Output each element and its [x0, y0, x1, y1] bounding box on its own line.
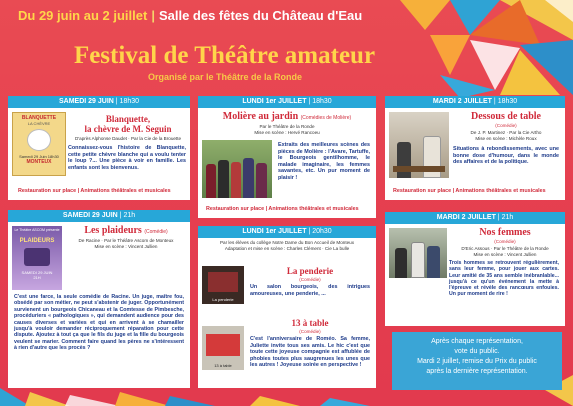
poster-plaideurs: Le Théâtre ASCOM présente PLAIDEURS SAMEDI 29 JUIN 21H	[12, 226, 62, 290]
festival-title: Festival de Théâtre amateur	[73, 42, 376, 69]
play-description: Connaissez-vous l'histoire de Blanquette, cette petite chèvre blanche qui a voulu tenter le loup ?... Une pièce à voir en famille. Les enfants sont les bienvenus.	[68, 145, 186, 171]
card-dessous	[385, 96, 565, 200]
play-description-penderie: Un salon bourgeois, des intrigues amoureuses, une penderie, ...	[250, 284, 370, 297]
card-femmes	[385, 212, 565, 326]
card-footer: Restauration sur place | Animations théâtrales et musicales	[18, 188, 171, 194]
poster-penderie: La penderie	[202, 266, 244, 304]
photo-femmes	[389, 228, 447, 278]
play-title-13-a-table: 13 à table	[291, 318, 329, 328]
card-header: MARDI 2 JUILLET | 18h30	[385, 96, 565, 108]
play-credits: Par les élèves du collège Notre Dame du Bon Accueil de Monteux Adaptation et mise en scène : Charles Clément · Cie La bulle	[219, 240, 355, 251]
play-description: Trois hommes se retrouvent régulièrement, sans leur femme, pour jouer aux cartes. Leur amitié de 35 ans semble inébranlable... jusqu'à ce qu'un événement la mette à l'épreuve et révèle des rancœurs enfouies. Un pur moment de rire !	[449, 260, 559, 298]
card-header: MARDI 2 JUILLET | 21h	[385, 212, 565, 224]
event-venue: Salle des fêtes du Château d'Eau	[158, 8, 363, 23]
play-credits: D'après Alphonse Daudet · Par la Cie de la Brouette	[74, 136, 182, 141]
card-header: SAMEDI 29 JUIN | 18h30	[8, 96, 190, 108]
info-box-public-vote	[392, 332, 562, 390]
card-header: SAMEDI 29 JUIN | 21h	[8, 210, 190, 222]
info-line: Après chaque représentation,	[431, 338, 523, 345]
event-dates: Du 29 juin au 2 juillet	[18, 8, 148, 23]
card-header: LUNDI 1er JUILLET | 18h30	[198, 96, 376, 108]
info-line: Mardi 2 juillet, remise du Prix du public	[417, 358, 537, 365]
play-tag: (Comédie)	[495, 123, 517, 128]
info-line: vote du public.	[454, 348, 500, 355]
play-credits: De J. P. Martinez · Par la Cie Artho Mise en scène : Michèle Roux	[470, 130, 542, 141]
header-separator: |	[151, 8, 155, 23]
card-footer: Restauration sur place | Animations théâtrales et musicales	[206, 206, 359, 212]
poster-13-a-table: 13 à table	[202, 326, 244, 370]
event-header	[18, 8, 362, 23]
play-description-13-a-table: C'est l'anniversaire de Roméo. Sa femme, Juliette invite tous ses amis. Le hic c'est que toute cette joyeuse compagnie est affublée de phobies toutes plus saugrenues les unes que les autres ! Joyeuse soirée en perspective !	[250, 336, 370, 369]
photo-dessous	[389, 112, 449, 178]
play-description: C'est une farce, la seule comédie de Racine. Un juge, maître fou, obsédé par son métier, ne peut s'abstenir de juger. Opportunément survienent un bourgeois Chicaneau et la Comtesse de Pimbesche, procéduriers « pathologiques », qui demandent audience pour des causes diverses et variées et qui en arrivent à se chamailler jusqu'à vouloir demander réciproquement réparation pour cette dispute. Ajoutez à tout ça que le fils du juge et la fille du bourgeois veulent se marier. Comment faire quand les pères ne s'intéressent à rien d'autre que les procès ?	[14, 294, 184, 352]
play-title: Les plaideurs (Comédie)	[84, 225, 168, 236]
festival-organizer: Organisé par le Théâtre de la Ronde	[147, 72, 303, 82]
play-credits: D'Eric Assous · Par le Théâtre de la Ronde Mise en scène : Vincent Jullien	[461, 246, 549, 257]
play-description: Extraits des meilleures scènes des pièces de Molière : l'Avare, Tartuffe, le Bourgeois gentilhomme, le malade imaginaire, les femmes savantes, etc. Un pur moment de plaisir !	[278, 142, 370, 181]
card-penderie	[198, 226, 376, 388]
play-title: Molière au jardin (Comédies de Molière)	[222, 111, 352, 122]
play-credits: Par le Théâtre de la Ronde Mise en scène : Hervé Rancoeu	[254, 124, 320, 135]
photo-moliere-cast	[202, 140, 272, 198]
poster-blanquette: BLANQUETTE LA CHÈVRE Samedi 29 Juin 18h30 MONTEUX	[12, 112, 66, 176]
card-moliere	[198, 96, 376, 218]
play-description: Situations à rebondissements, avec une bonne dose d'humour, dans le monde des affaires et de la politique.	[453, 146, 559, 166]
play-title-penderie: La penderie	[286, 266, 334, 276]
play-credits: De Racine · Par le Théâtre Ascom de Monteux Mise en scène : Vincent Jullien	[78, 238, 174, 249]
play-tag-13-a-table: (Comédie)	[299, 329, 321, 334]
card-header: LUNDI 1er JUILLET | 20h30	[198, 226, 376, 238]
play-title: Dessous de table	[470, 111, 541, 122]
info-line: après la dernière représentation.	[426, 368, 528, 375]
play-tag-penderie: (Comédie)	[299, 277, 321, 282]
card-footer: Restauration sur place | Animations théâtrales et musicales	[393, 188, 546, 194]
play-tag: (Comédie)	[494, 239, 516, 244]
play-title: Nos femmes	[479, 227, 531, 238]
play-title: Blanquette, la chèvre de M. Seguin	[84, 114, 172, 134]
card-plaideurs	[8, 210, 190, 388]
card-blanquette	[8, 96, 190, 200]
